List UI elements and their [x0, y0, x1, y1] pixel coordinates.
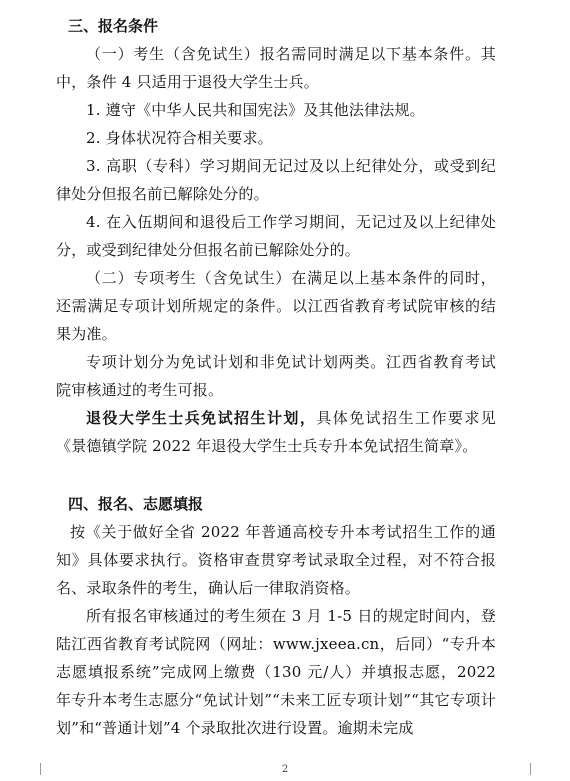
condition-item-1: 1. 遵守《中华人民共和国宪法》及其他法律法规。 [86, 101, 425, 119]
section-3-paragraph-4 [56, 404, 496, 460]
normal-run: 具体免试招生工作要求见《景德镇学院 2022 年退役大学生士兵专升本免试招生简章》。 [56, 409, 496, 455]
section-4-paragraph-2: 所有报名审核通过的考生须在 3 月 1-5 日的规定时间内，登陆江西省教育考试院网（网址：www.jxeea.cn，后同）“专升本志愿填报系统”完成网上缴费（130 元/人）并填报志愿，2022 年专升本考生志愿分“免试计划”“未来工匠专项计划”“其它专项计划”和“普通计划”4 个录取批次进行设置。逾期未完成 [56, 607, 496, 737]
section-3-paragraph-1: （一）考生（含免试生）报名需同时满足以下基本条件。其中，条件 4 只适用于退役大学生士兵。 [56, 45, 496, 91]
section-3-paragraph-3: 专项计划分为免试计划和非免试计划两类。江西省教育考试院审核通过的考生可报。 [56, 353, 496, 399]
section-3-heading: 三、报名条件 [68, 17, 159, 35]
condition-item-2: 2. 身体状况符合相关要求。 [86, 129, 273, 147]
bold-run: 退役大学生士兵免试招生计划， [86, 409, 317, 427]
condition-item-3: 3. 高职（专科）学习期间无记过及以上纪律处分，或受到纪律处分但报名前已解除处分的。 [56, 157, 496, 203]
section-4-heading: 四、报名、志愿填报 [68, 495, 204, 513]
section-3-paragraph-2: （二）专项考生（含免试生）在满足以上基本条件的同时，还需满足专项计划所规定的条件。以江西省教育考试院审核的结果为准。 [56, 269, 496, 343]
condition-item-4: 4. 在入伍期间和退役后工作学习期间，无记过及以上纪律处分，或受到纪律处分但报名前已解除处分的。 [56, 213, 496, 259]
page-number: 2 [281, 764, 289, 775]
section-4-paragraph-1: 按《关于做好全省 2022 年普通高校专升本考试招生工作的通知》具体要求执行。资格审查贯穿考试录取全过程，对不符合报名、录取条件的考生，确认后一律取消资格。 [56, 523, 496, 597]
